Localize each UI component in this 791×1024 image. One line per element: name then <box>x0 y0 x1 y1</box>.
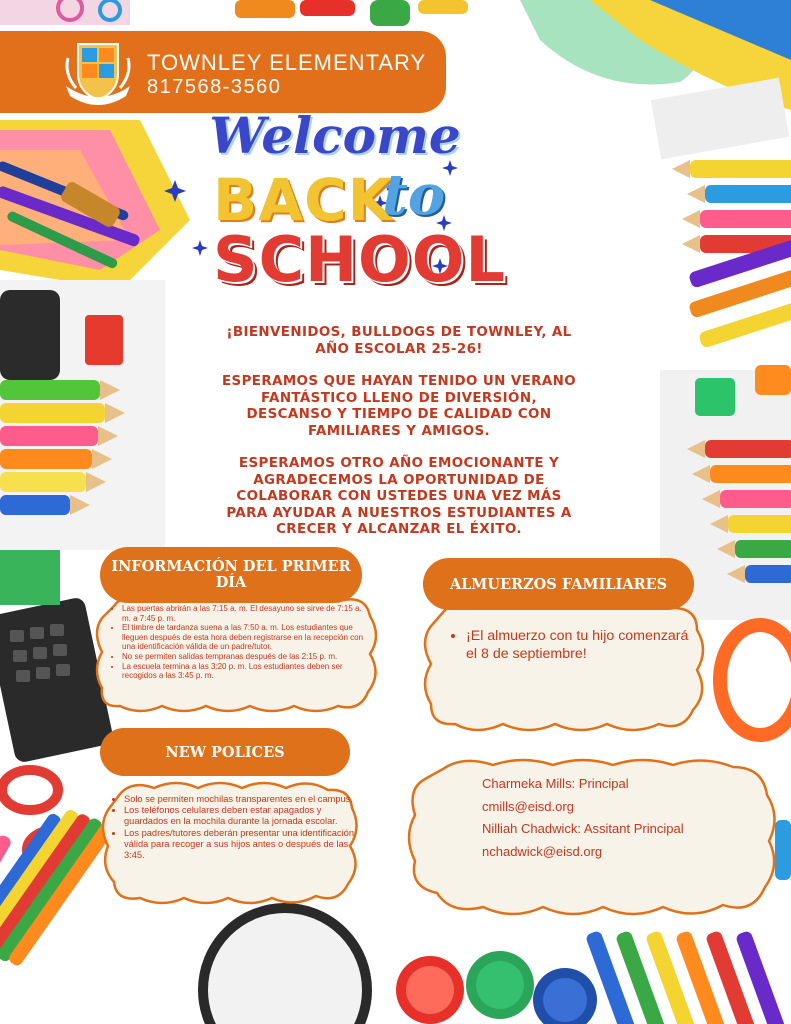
principal-email[interactable]: cmills@eisd.org <box>482 798 574 814</box>
school-phone: 817568-3560 <box>147 76 282 98</box>
title-to: to <box>382 162 446 228</box>
assistant-principal-name: Nilliah Chadwick: Assitant Principal <box>482 821 684 837</box>
notebook-pencils-art <box>0 280 165 550</box>
first-day-list <box>108 604 370 681</box>
paperclips-art <box>0 0 468 26</box>
right-pencils-art <box>672 160 791 349</box>
list-item: • Solo se permiten mochilas transparentes en el campus. <box>124 794 358 805</box>
title-back: BACK <box>213 166 394 234</box>
policies-list <box>110 794 358 861</box>
list-item: • Las puertas abrirán a las 7:15 a. m. El desayuno se sirve de 7:15 a. m. a 7:45 p. m. <box>122 604 370 623</box>
school-name: TOWNLEY ELEMENTARY <box>147 50 427 75</box>
title-school: SCHOOL <box>213 223 506 296</box>
magnifier-art <box>203 908 597 1024</box>
intro-paragraph: ESPERAMOS QUE HAYAN TENIDO UN VERANO FANTÁSTICO LLENO DE DIVERSIÓN, DESCANSO Y TIEMPO DE CALIDAD CON FAMILIARES Y AMIGOS. <box>222 374 576 439</box>
lunch-heading: ALMUERZOS FAMILIARES <box>423 558 694 610</box>
assistant-principal-email[interactable]: nchadwick@eisd.org <box>482 843 603 859</box>
lunch-cloud <box>421 598 705 734</box>
protractor-art <box>520 0 791 159</box>
list-item: • El timbre de tardanza suena a las 7:50 a. m. Los estudiantes que lleguen después de esta hora deben registrarse en la recepción con una identificación válida de un padre/tutor. <box>122 623 370 652</box>
list-item: • ¡El almuerzo con tu hijo comenzará el 8 de septiembre! <box>466 628 698 663</box>
principal-name: Charmeka Mills: Principal <box>482 776 629 791</box>
list-item: • La escuela termina a las 3:20 p. m. Los estudiantes deben ser recogidos a las 3:45 p. m. <box>122 662 370 681</box>
contacts-block <box>482 773 742 863</box>
intro-text <box>217 325 581 555</box>
title-welcome: Welcome <box>209 106 461 165</box>
list-item: • Los teléfonos celulares deben estar apagados y guardados en la mochila durante la jornada escolar. <box>124 805 358 827</box>
intro-paragraph: ESPERAMOS OTRO AÑO EMOCIONANTE Y AGRADECEMOS LA OPORTUNIDAD DE COLABORAR CON USTEDES UNA VEZ MÁS PARA AYUDAR A NUESTROS ESTUDIANTES A CRECER Y ALCANZAR EL ÉXITO. <box>226 456 572 537</box>
list-item: • Los padres/tutores deberán presentar una identificación válida para recoger a sus hijos antes o después de las 3:45. <box>124 828 358 862</box>
lunch-list <box>448 628 698 663</box>
first-day-heading: INFORMACIÓN DEL PRIMER DÍA <box>100 547 362 603</box>
school-crest-icon <box>62 38 134 108</box>
list-item: • No se permiten salidas tempranas después de las 2:15 p. m. <box>122 652 370 662</box>
intro-paragraph: ¡BIENVENIDOS, BULLDOGS DE TOWNLEY, AL AÑO ESCOLAR 25-26! <box>226 325 572 357</box>
brushes-art <box>0 120 190 290</box>
policies-heading: NEW POLICES <box>100 728 350 776</box>
